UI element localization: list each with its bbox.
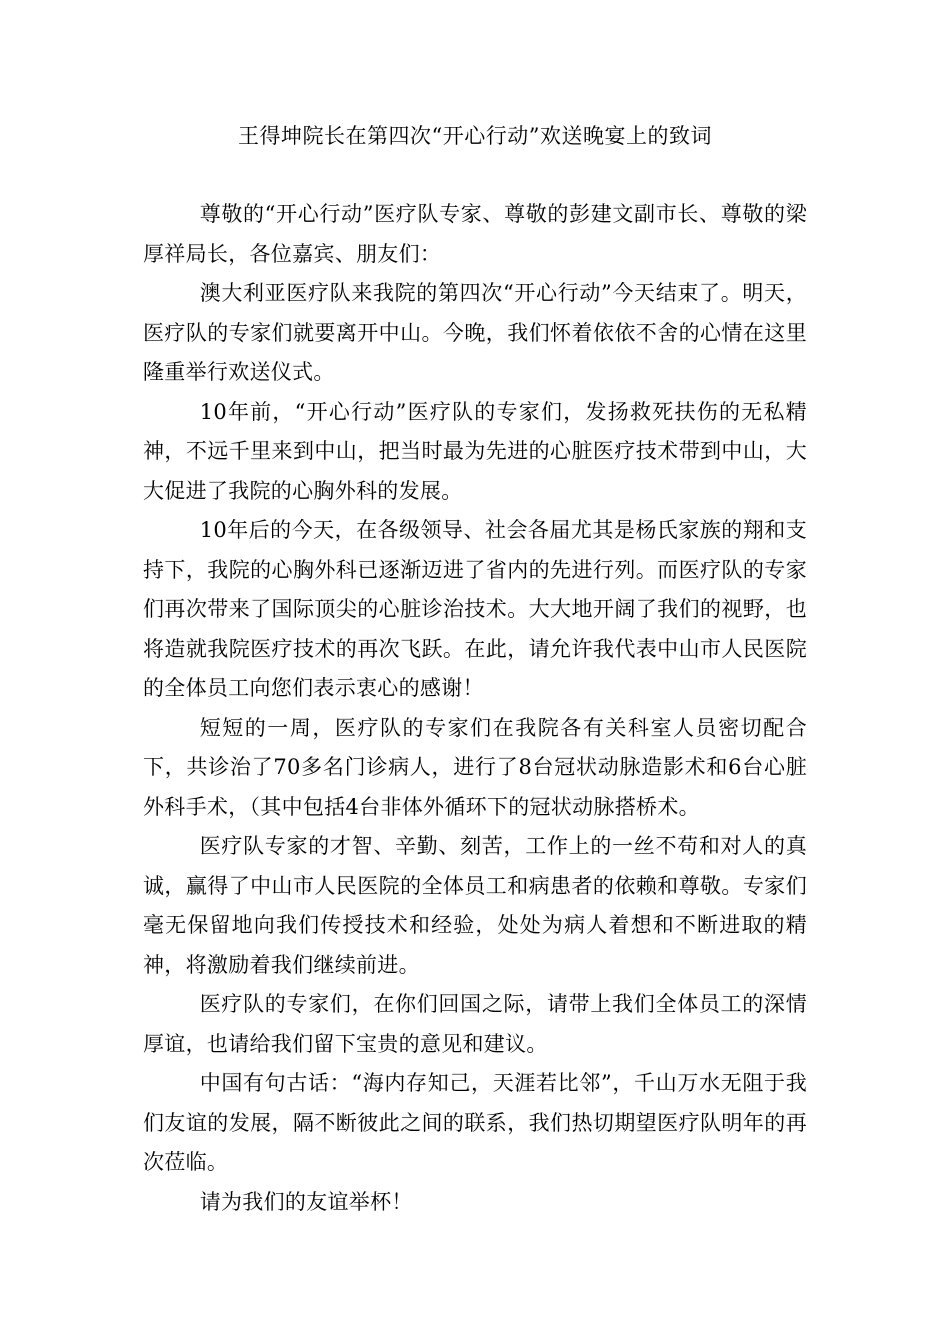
paragraph-expert-praise: 医疗队专家的才智、辛勤、刻苦，工作上的一丝不苟和对人的真诚，赢得了中山市人民医院的全体员工和病患者的依赖和尊敬。专家们毫无保留地向我们传授技术和经验，处处为病人着想和不断进取的精神，将激励着我们继续前进。 bbox=[143, 834, 807, 977]
paragraph-greeting: 尊敬的“开心行动”医疗队专家、尊敬的彭建文副市长、尊敬的梁厚祥局长，各位嘉宾、朋友们： bbox=[143, 202, 807, 266]
paragraph-proverb: 中国有句古话：“海内存知己，天涯若比邻”，千山万水无阻于我们友谊的发展，隔不断彼此之间的联系，我们热切期望医疗队明年的再次莅临。 bbox=[143, 1071, 807, 1174]
paragraph-farewell-intro: 澳大利亚医疗队来我院的第四次“开心行动”今天结束了。明天，医疗队的专家们就要离开中山。今晚，我们怀着依依不舍的心情在这里隆重举行欢送仪式。 bbox=[143, 281, 807, 384]
paragraph-ten-years-ago: 10年前，“开心行动”医疗队的专家们，发扬救死扶伤的无私精神，不远千里来到中山，把当时最为先进的心脏医疗技术带到中山，大大促进了我院的心胸外科的发展。 bbox=[143, 399, 807, 503]
document-body bbox=[143, 195, 807, 1222]
document-title: 王得坤院长在第四次“开心行动”欢送晚宴上的致词 bbox=[238, 124, 712, 148]
paragraph-toast: 请为我们的友谊举杯！ bbox=[199, 1189, 413, 1214]
paragraph-ten-years-later: 10年后的今天，在各级领导、社会各届尤其是杨氏家族的翔和支持下，我院的心胸外科已逐渐迈进了省内的先进行列。而医疗队的专家们再次带来了国际顶尖的心脏诊治技术。大大地开阔了我们的视野，也将造就我院医疗技术的再次飞跃。在此，请允许我代表中山市人民医院的全体员工向您们表示衷心的感谢！ bbox=[143, 518, 807, 700]
paragraph-one-week-results: 短短的一周，医疗队的专家们在我院各有关科室人员密切配合下，共诊治了70多名门诊病人，进行了8台冠状动脉造影术和6台心脏外科手术，（其中包括4台非体外循环下的冠状动脉搭桥术。 bbox=[143, 715, 807, 819]
paragraph-return-wishes: 医疗队的专家们，在你们回国之际，请带上我们全体员工的深情厚谊，也请给我们留下宝贵的意见和建议。 bbox=[143, 992, 807, 1056]
